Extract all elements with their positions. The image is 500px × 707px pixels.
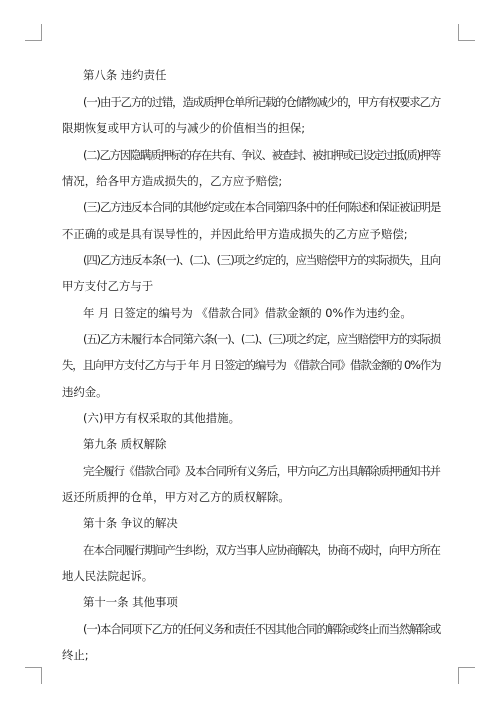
paragraph-line: (四)乙方违反本条(一)、(二)、(三)项之约定的，应当赔偿甲方的实际损失，且向 — [83, 253, 441, 267]
paragraph-line: 地人民法院起诉。 — [62, 569, 154, 583]
paragraph-line: 返还所质押的仓单，甲方对乙方的质权解除。 — [62, 490, 290, 504]
paragraph-line: (六)甲方有权采取的其他措施。 — [83, 411, 240, 425]
paragraph-line: 情况，给各甲方造成损失的，乙方应予赔偿; — [62, 174, 283, 188]
paragraph-line: (二)乙方因隐瞒质押标的存在共有、争议、被查封、被扣押或已设定过抵(质)押等 — [83, 148, 441, 162]
paragraph-line: 失，且向甲方支付乙方与于 年 月 日签定的编号为 《借款合同》借款金额的 0%作为 — [62, 358, 441, 372]
paragraph-line: (一)由于乙方的过错，造成质押仓单所记载的仓储物减少的，甲方有权要求乙方 — [83, 95, 441, 109]
heading-article-11: 第十一条 其他事项 — [83, 595, 178, 609]
paragraph-line: 年 月 日签定的编号为 《借款合同》借款金额的 0%作为违约金。 — [83, 306, 412, 320]
paragraph-line: (一)本合同项下乙方的任何义务和责任不因其他合同的解除或终止而当然解除或 — [83, 622, 441, 636]
paragraph-line: 在本合同履行期间产生纠纷，双方当事人应协商解决，协商不成时，向甲方所在 — [83, 543, 440, 557]
paragraph-line: 不正确的或是具有误导性的，并因此给甲方造成损失的乙方应予赔偿; — [62, 227, 408, 241]
heading-article-10: 第十条 争议的解决 — [83, 516, 178, 530]
paragraph-line: 终止; — [62, 648, 89, 662]
heading-article-8: 第八条 违约责任 — [83, 68, 167, 82]
heading-article-9: 第九条 质权解除 — [83, 437, 167, 451]
paragraph-line: 违约金。 — [62, 385, 108, 399]
paragraph-line: (五)乙方未履行本合同第六条(一)、(二)、(三)项之约定，应当赔偿甲方的实际损 — [83, 332, 441, 346]
paragraph-line: (三)乙方违反本合同的其他约定或在本合同第四条中的任何陈述和保证被证明是 — [83, 200, 441, 214]
paragraph-line: 甲方支付乙方与于 — [62, 279, 154, 293]
paragraph-line: 完全履行《借款合同》及本合同所有义务后，甲方向乙方出具解除质押通知书并 — [83, 464, 440, 478]
paragraph-line: 限期恢复或甲方认可的与减少的价值相当的担保; — [62, 121, 306, 135]
